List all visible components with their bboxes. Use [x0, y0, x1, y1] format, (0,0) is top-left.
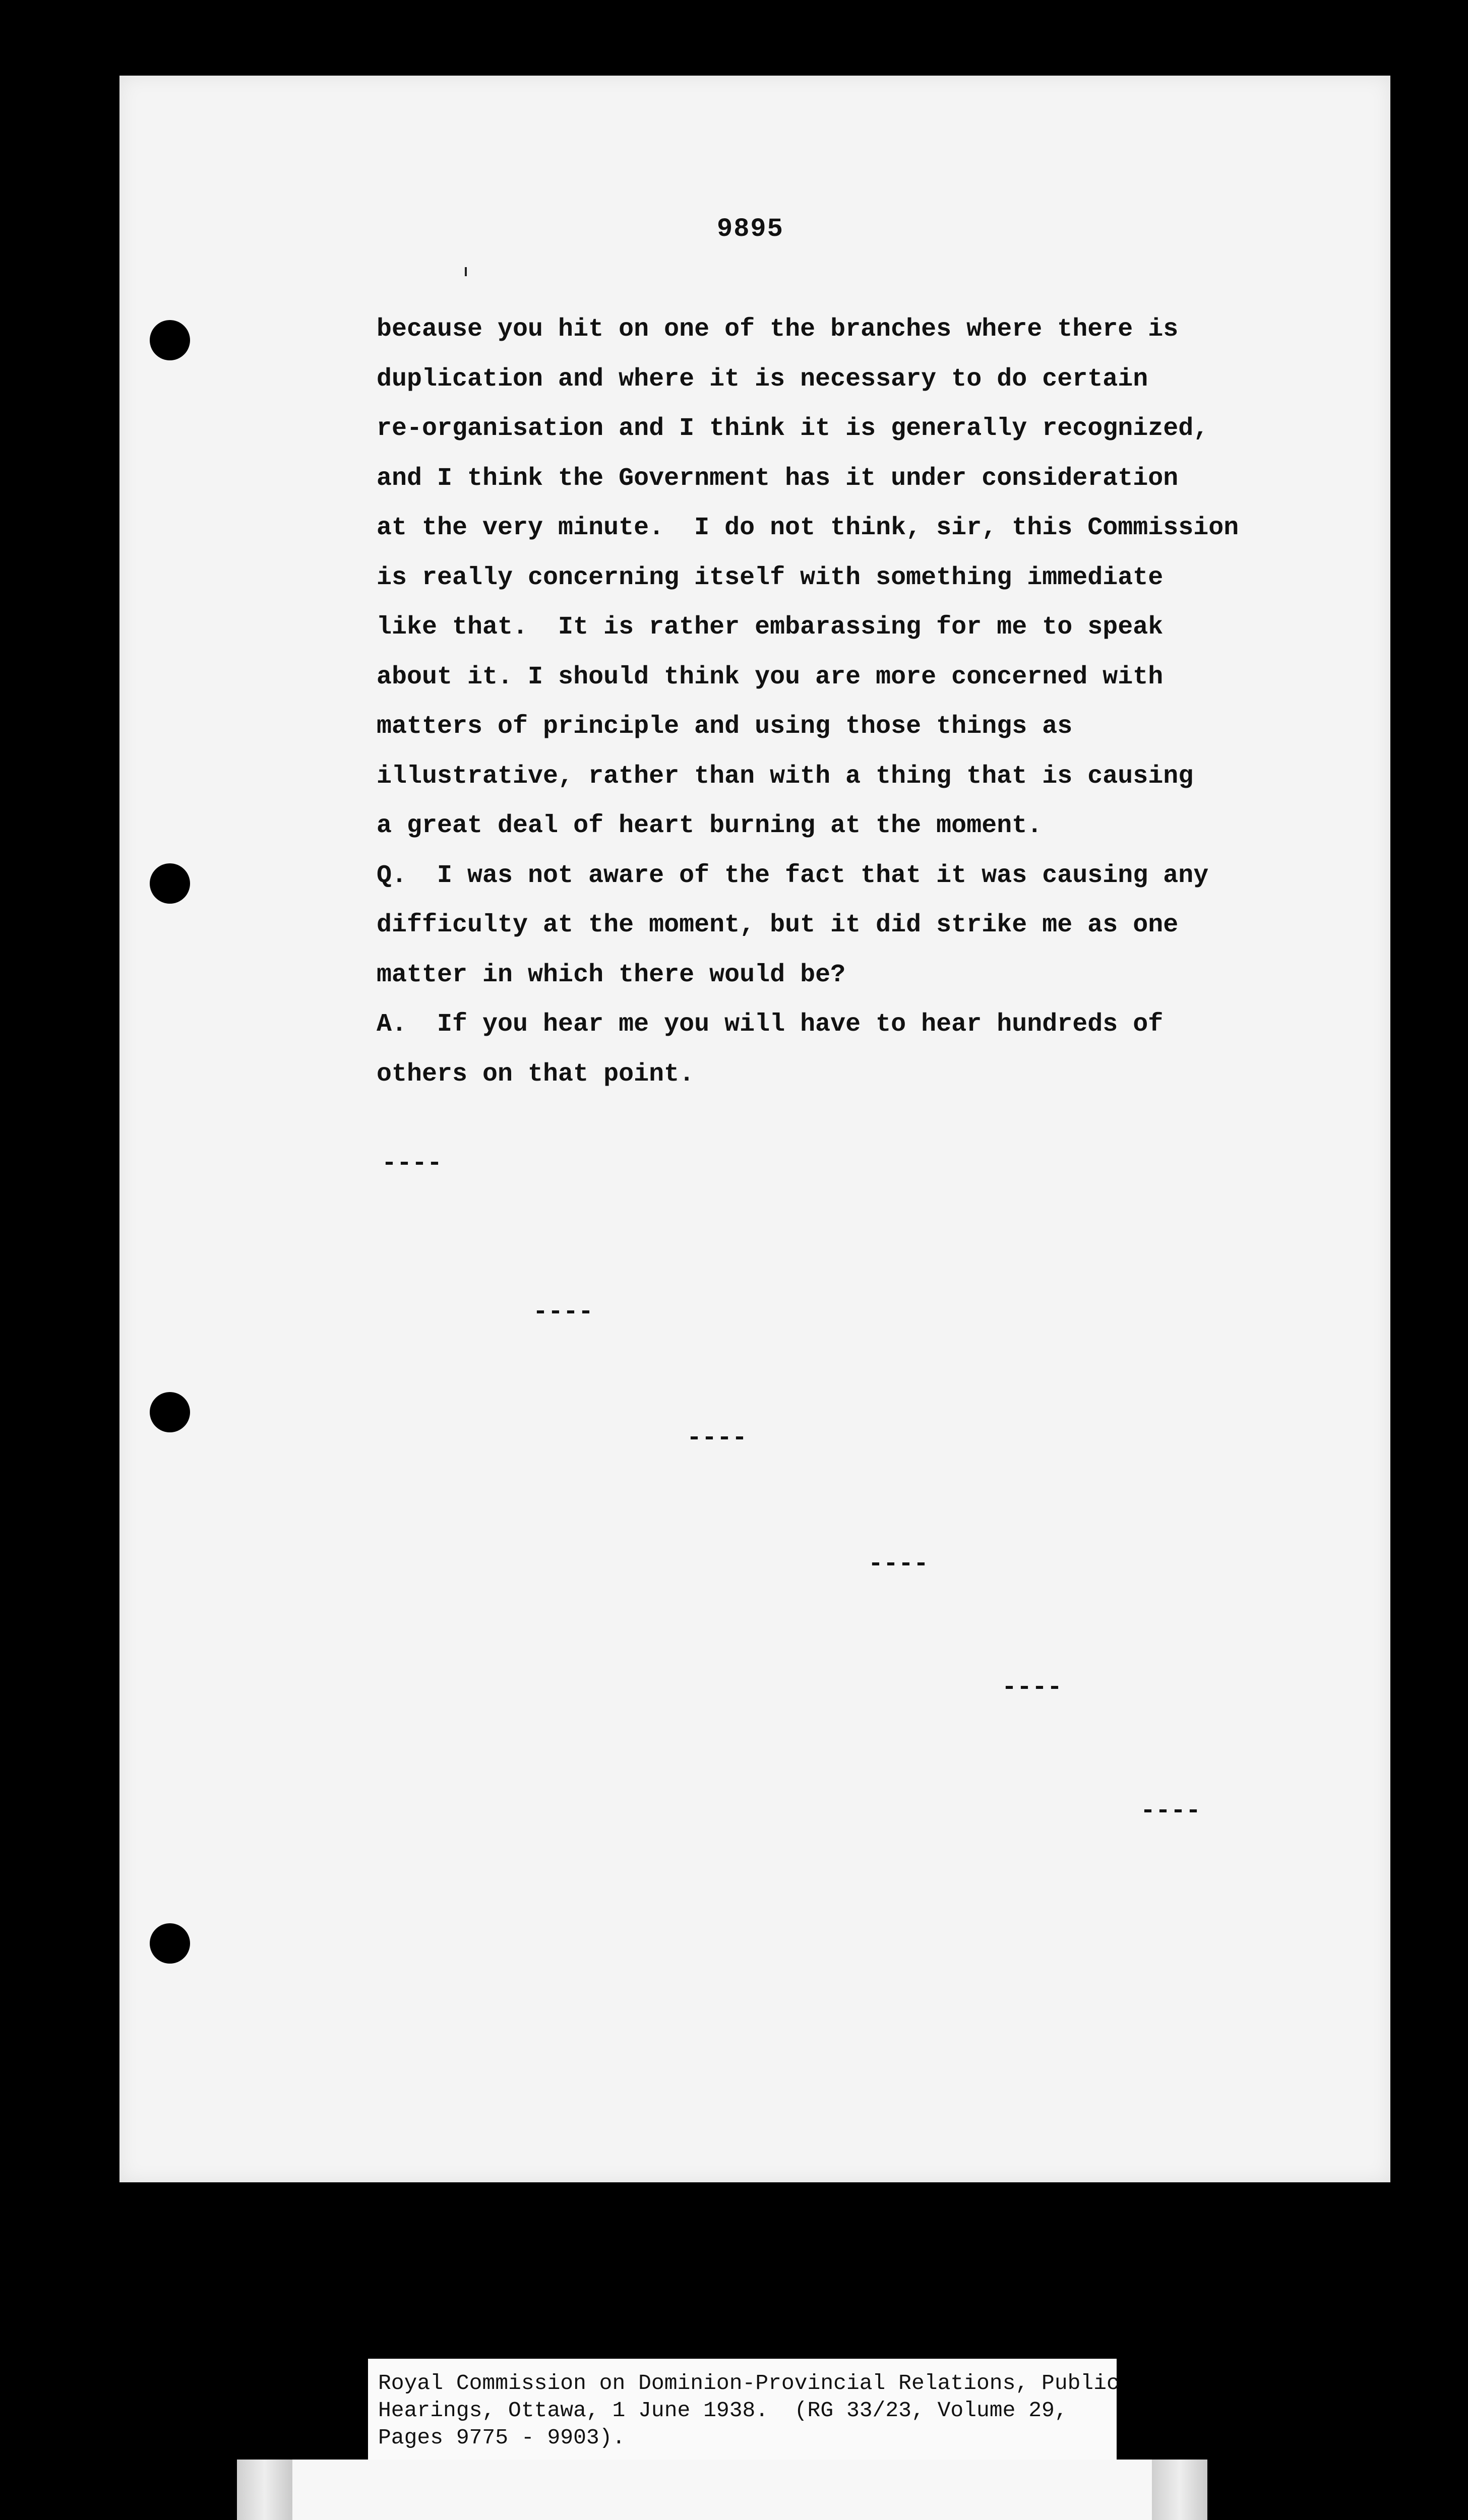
text-line: difficulty at the moment, but it did strike me as one	[377, 911, 1179, 939]
punch-hole	[150, 1923, 190, 1964]
punch-hole	[150, 320, 190, 360]
stray-mark	[465, 267, 467, 276]
transcript-body	[377, 305, 1375, 1099]
caption-line: Royal Commission on Dominion-Provincial Relations, Public	[378, 2371, 1120, 2396]
text-line: about it. I should think you are more concerned with	[377, 662, 1164, 691]
separator-dashes: ----	[1002, 1673, 1063, 1702]
caption-line: Pages 9775 - 9903).	[378, 2425, 626, 2450]
text-line: is really concerning itself with something immediate	[377, 563, 1164, 592]
text-line: others on that point.	[377, 1059, 695, 1089]
text-line: matter in which there would be?	[377, 960, 846, 989]
archive-caption	[368, 2359, 1120, 2460]
text-line: re-organisation and I think it is generally recognized,	[377, 414, 1209, 443]
separator-dashes: ----	[533, 1298, 594, 1327]
text-line: duplication and where it is necessary to do certain	[377, 364, 1148, 394]
archives-stamp	[237, 2460, 1207, 2520]
text-line: at the very minute. I do not think, sir, this Commission	[377, 514, 1239, 542]
separator-dashes: ----	[687, 1424, 748, 1453]
text-line: illustrative, rather than with a thing that is causing	[377, 762, 1194, 791]
caption-line: Hearings, Ottawa, 1 June 1938. (RG 33/23, Volume 29,	[378, 2398, 1068, 2423]
separator-dashes: ----	[382, 1149, 443, 1178]
punch-hole	[150, 863, 190, 904]
page-number: 9895	[717, 214, 784, 244]
separator-dashes: ----	[868, 1550, 929, 1579]
question-line: Q. I was not aware of the fact that it was causing any	[377, 861, 1209, 890]
text-line: a great deal of heart burning at the moment.	[377, 811, 1043, 840]
separator-dashes: ----	[1140, 1797, 1201, 1825]
answer-line: A. If you hear me you will have to hear hundreds of	[377, 1010, 1164, 1039]
text-line: because you hit on one of the branches where there is	[377, 315, 1179, 344]
text-line: and I think the Government has it under consideration	[377, 464, 1179, 493]
punch-hole	[150, 1392, 190, 1432]
text-line: matters of principle and using those things as	[377, 712, 1073, 741]
document-page	[119, 76, 1390, 2182]
text-line: like that. It is rather embarassing for me to speak	[377, 613, 1164, 642]
